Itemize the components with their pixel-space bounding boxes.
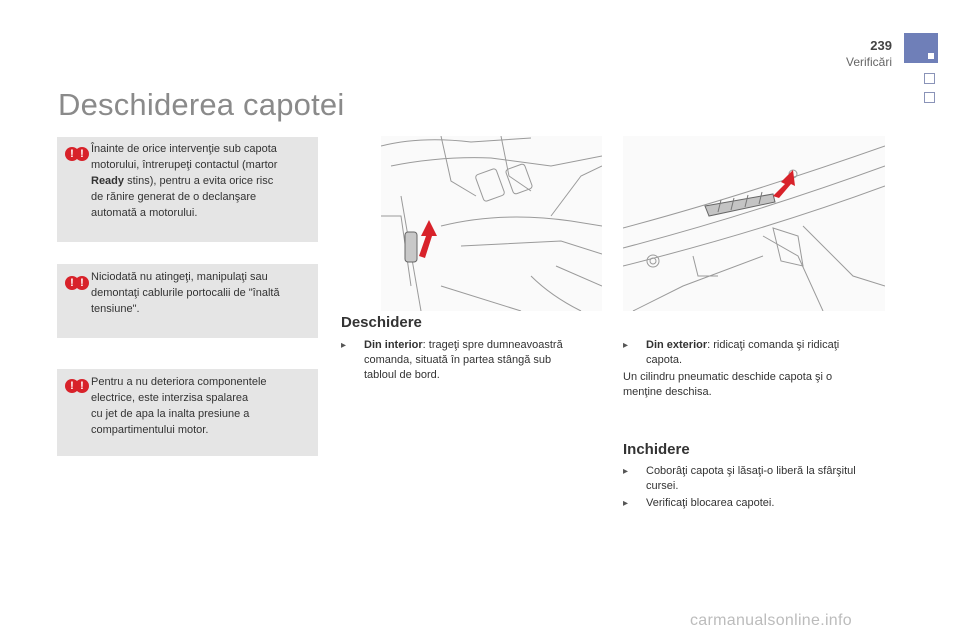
interior-footwell-drawing bbox=[381, 136, 602, 311]
opening-heading: Deschidere bbox=[341, 314, 422, 331]
page-number: 239 bbox=[870, 38, 892, 53]
bullet-arrow-icon: ▸ bbox=[623, 340, 629, 351]
nav-square-1 bbox=[924, 73, 935, 84]
warning-text-1: Înainte de orice intervenţie sub capota motorului, întrerupeţi contactul (martor Ready stins), pentru a evita orice risc de rănire generat de o declanşare automată a motorului. bbox=[91, 143, 278, 219]
section-tab-dot bbox=[928, 53, 934, 59]
opening-note: Un cilindru pneumatic deschide capota şi o menţine deschisa. bbox=[623, 371, 833, 398]
warning-exclamation-icon: ! bbox=[75, 147, 89, 161]
opening-interior-item: ▸ Din interior: trageţi spre dumneavoastră comanda, situată în partea stângă sub tabloul de bord. bbox=[341, 339, 563, 381]
warning-box-3 bbox=[57, 369, 318, 456]
warning-box-1 bbox=[57, 137, 318, 242]
closing-heading: Inchidere bbox=[623, 441, 690, 458]
opening-exterior-item: ▸ Din exterior: ridicaţi comanda şi ridicaţi capota. bbox=[623, 339, 840, 366]
interior-release-illustration bbox=[381, 136, 602, 311]
nav-square-2 bbox=[924, 92, 935, 103]
under-hood-latch-drawing bbox=[623, 136, 885, 311]
bullet-arrow-icon: ▸ bbox=[341, 340, 347, 351]
bullet-arrow-icon: ▸ bbox=[623, 498, 629, 509]
warning-exclamation-icon: ! bbox=[65, 379, 79, 393]
watermark: carmanualsonline.info bbox=[690, 612, 852, 629]
warning-text-3: Pentru a nu deteriora componentele electrice, este interzisa spalarea cu jet de apa la inalta presiune a compartimentului motor. bbox=[91, 376, 267, 436]
warning-exclamation-icon: ! bbox=[75, 379, 89, 393]
warning-exclamation-icon: ! bbox=[65, 147, 79, 161]
warning-box-2 bbox=[57, 264, 318, 338]
warning-text-2: Niciodată nu atingeţi, manipulaţi sau demontaţi cablurile portocalii de "înaltă tensiune". bbox=[91, 271, 280, 315]
section-name: Verificări bbox=[845, 55, 892, 69]
warning-exclamation-icon: ! bbox=[75, 276, 89, 290]
closing-item-1: ▸ Coborâţi capota şi lăsaţi-o liberă la sfârşitul cursei. bbox=[623, 465, 856, 492]
page-title: Deschiderea capotei bbox=[58, 87, 345, 122]
section-tab-marker bbox=[904, 33, 938, 63]
closing-item-2: ▸ Verificaţi blocarea capotei. bbox=[623, 497, 775, 509]
bullet-arrow-icon: ▸ bbox=[623, 466, 629, 477]
exterior-release-illustration bbox=[623, 136, 885, 311]
warning-exclamation-icon: ! bbox=[65, 276, 79, 290]
